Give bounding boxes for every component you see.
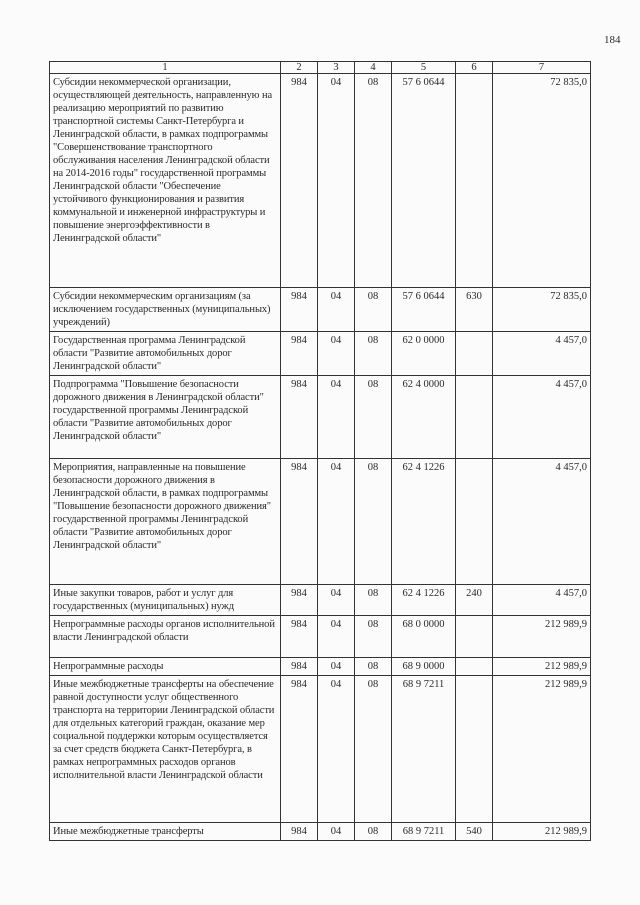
row-target: 68 0 0000 xyxy=(392,616,456,658)
row-name: Подпрограмма "Повышение безопасности дорожного движения в Ленинградской области" государственной программы Ленинградской области "Развитие автомобильных дорог Ленинградской области" xyxy=(50,376,281,459)
row-subsection: 08 xyxy=(355,74,392,288)
table-row xyxy=(50,585,591,616)
row-expense-type xyxy=(456,332,493,376)
row-name: Непрограммные расходы органов исполнительной власти Ленинградской области xyxy=(50,616,281,658)
table-row xyxy=(50,823,591,841)
row-section: 04 xyxy=(318,823,355,841)
row-ministry: 984 xyxy=(281,288,318,332)
row-section: 04 xyxy=(318,376,355,459)
row-subsection: 08 xyxy=(355,658,392,676)
row-section: 04 xyxy=(318,585,355,616)
row-amount: 4 457,0 xyxy=(493,459,591,585)
header-col-4: 4 xyxy=(355,62,392,74)
header-col-6: 6 xyxy=(456,62,493,74)
header-col-2: 2 xyxy=(281,62,318,74)
row-name: Иные межбюджетные трансферты xyxy=(50,823,281,841)
row-amount: 212 989,9 xyxy=(493,616,591,658)
row-target: 62 4 0000 xyxy=(392,376,456,459)
row-amount: 72 835,0 xyxy=(493,74,591,288)
row-ministry: 984 xyxy=(281,823,318,841)
row-name: Иные закупки товаров, работ и услуг для государственных (муниципальных) нужд xyxy=(50,585,281,616)
row-expense-type: 540 xyxy=(456,823,493,841)
row-target: 57 6 0644 xyxy=(392,288,456,332)
header-row xyxy=(50,62,591,74)
row-ministry: 984 xyxy=(281,332,318,376)
row-amount: 72 835,0 xyxy=(493,288,591,332)
row-name: Мероприятия, направленные на повышение безопасности дорожного движения в Ленинградской области, в рамках подпрограммы "Повышение безопасности дорожного движения" государственной программы Ленинградской области "Развитие автомобильных дорог Ленинградской области" xyxy=(50,459,281,585)
row-ministry: 984 xyxy=(281,459,318,585)
row-section: 04 xyxy=(318,459,355,585)
table-row xyxy=(50,74,591,288)
page-number: 184 xyxy=(604,34,621,46)
row-name: Субсидии некоммерческим организациям (за исключением государственных (муниципальных) учреждений) xyxy=(50,288,281,332)
row-name: Государственная программа Ленинградской области "Развитие автомобильных дорог Ленинградской области" xyxy=(50,332,281,376)
row-target: 62 4 1226 xyxy=(392,585,456,616)
row-target: 62 4 1226 xyxy=(392,459,456,585)
row-amount: 4 457,0 xyxy=(493,376,591,459)
row-expense-type: 630 xyxy=(456,288,493,332)
row-target: 68 9 0000 xyxy=(392,658,456,676)
table-row xyxy=(50,459,591,585)
row-expense-type xyxy=(456,676,493,823)
header-col-1: 1 xyxy=(50,62,281,74)
row-ministry: 984 xyxy=(281,585,318,616)
row-name: Непрограммные расходы xyxy=(50,658,281,676)
row-expense-type xyxy=(456,376,493,459)
row-amount: 212 989,9 xyxy=(493,676,591,823)
row-amount: 212 989,9 xyxy=(493,823,591,841)
row-subsection: 08 xyxy=(355,332,392,376)
row-section: 04 xyxy=(318,288,355,332)
row-target: 62 0 0000 xyxy=(392,332,456,376)
row-expense-type: 240 xyxy=(456,585,493,616)
row-section: 04 xyxy=(318,676,355,823)
row-amount: 4 457,0 xyxy=(493,585,591,616)
row-ministry: 984 xyxy=(281,616,318,658)
row-subsection: 08 xyxy=(355,616,392,658)
row-amount: 4 457,0 xyxy=(493,332,591,376)
header-col-3: 3 xyxy=(318,62,355,74)
row-section: 04 xyxy=(318,616,355,658)
row-subsection: 08 xyxy=(355,376,392,459)
row-section: 04 xyxy=(318,332,355,376)
table-row xyxy=(50,288,591,332)
row-ministry: 984 xyxy=(281,376,318,459)
row-target: 68 9 7211 xyxy=(392,823,456,841)
table-row xyxy=(50,376,591,459)
row-expense-type xyxy=(456,459,493,585)
row-subsection: 08 xyxy=(355,585,392,616)
table-row xyxy=(50,616,591,658)
budget-table xyxy=(49,61,591,841)
row-section: 04 xyxy=(318,74,355,288)
row-subsection: 08 xyxy=(355,823,392,841)
row-name: Субсидии некоммерческой организации, осуществляющей деятельность, направленную на реализацию мероприятий по развитию транспортной системы Санкт-Петербурга и Ленинградской области, в рамках подпрограммы "Совершенствование транспортного обслуживания населения Ленинградской области на 2014-2016 годы" государственной программы Ленинградской области "Обеспечение устойчивого функционирования и развития коммунальной и инженерной инфраструктуры и повышение энергоэффективности в Ленинградской области" xyxy=(50,74,281,288)
row-subsection: 08 xyxy=(355,459,392,585)
row-expense-type xyxy=(456,74,493,288)
row-ministry: 984 xyxy=(281,74,318,288)
header-col-7: 7 xyxy=(493,62,591,74)
row-ministry: 984 xyxy=(281,658,318,676)
table-row xyxy=(50,658,591,676)
row-subsection: 08 xyxy=(355,676,392,823)
row-section: 04 xyxy=(318,658,355,676)
header-col-5: 5 xyxy=(392,62,456,74)
table-row xyxy=(50,332,591,376)
row-expense-type xyxy=(456,616,493,658)
row-amount: 212 989,9 xyxy=(493,658,591,676)
row-expense-type xyxy=(456,658,493,676)
row-target: 57 6 0644 xyxy=(392,74,456,288)
row-target: 68 9 7211 xyxy=(392,676,456,823)
table-row xyxy=(50,676,591,823)
row-ministry: 984 xyxy=(281,676,318,823)
row-name: Иные межбюджетные трансферты на обеспечение равной доступности услуг общественного транспорта на территории Ленинградской области для отдельных категорий граждан, оказание мер социальной поддержки которым осуществляется за счет средств бюджета Санкт-Петербурга, в рамках непрограммных расходов органов исполнительной власти Ленинградской области xyxy=(50,676,281,823)
row-subsection: 08 xyxy=(355,288,392,332)
